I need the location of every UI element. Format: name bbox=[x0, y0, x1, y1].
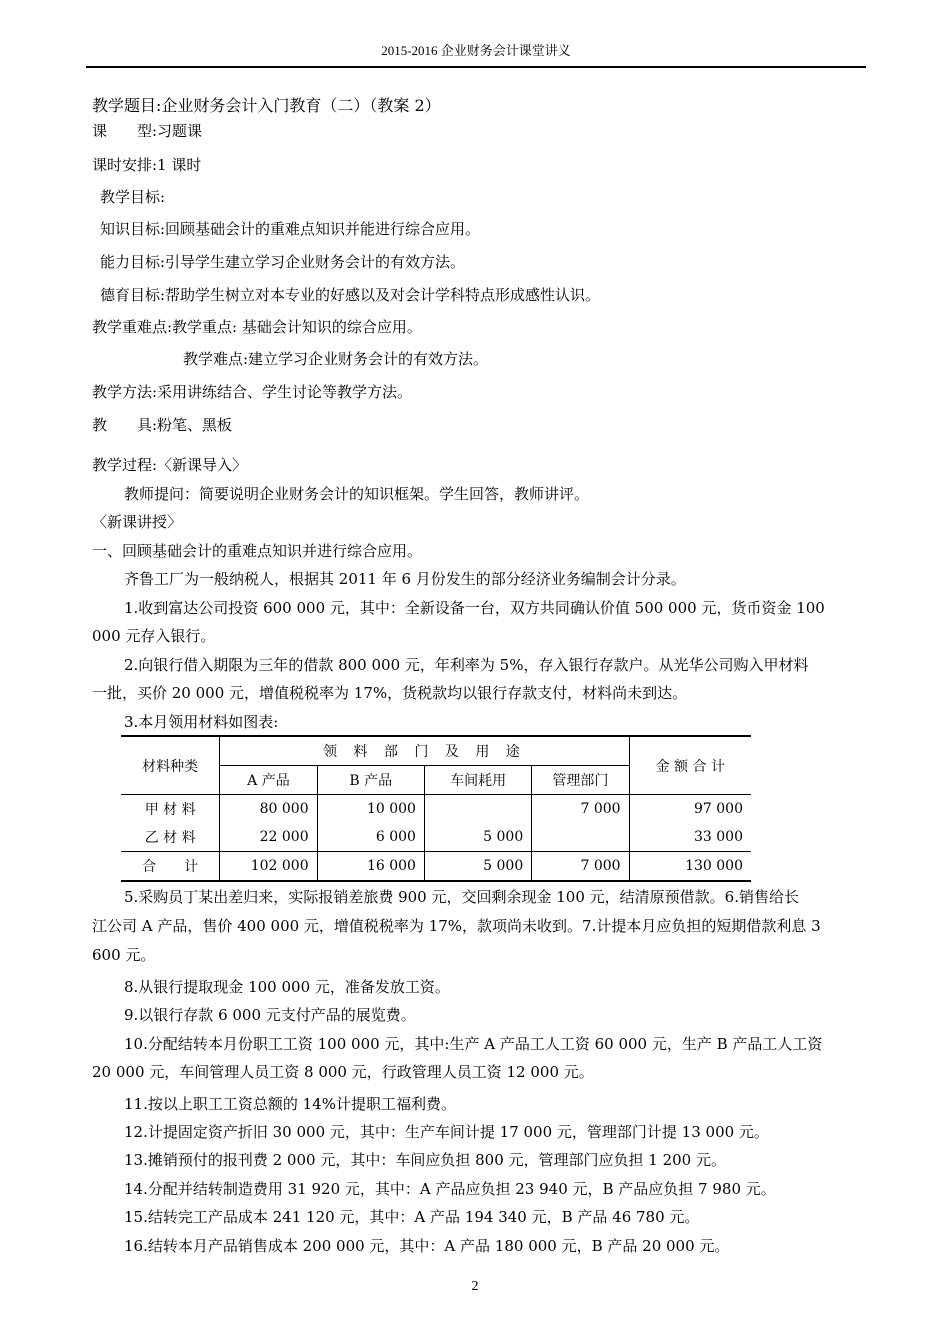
item-11: 11.按以上职工工资总额的 14%计提职工福利费。 bbox=[124, 1095, 456, 1113]
item-8: 8.从银行提取现金 100 000 元，准备发放工资。 bbox=[124, 978, 450, 996]
item-1-line-1: 1.收到富达公司投资 600 000 元，其中：全新设备一台，双方共同确认价值 500 000 元，货币资金 100 bbox=[124, 599, 825, 617]
col-management: 管理部门 bbox=[532, 766, 629, 795]
cell-b: 6 000 bbox=[317, 823, 424, 852]
col-product-a: A 产品 bbox=[220, 766, 317, 795]
row-label: 合 计 bbox=[121, 852, 220, 882]
teacher-question: 教师提问：简要说明企业财务会计的知识框架。学生回答，教师讲评。 bbox=[124, 485, 590, 503]
teaching-goals: 教学目标: bbox=[100, 188, 166, 206]
item-1-line-2: 000 元存入银行。 bbox=[92, 627, 216, 645]
cell-management: 7 000 bbox=[532, 852, 629, 882]
col-workshop: 车间耗用 bbox=[424, 766, 531, 795]
col-product-b: B 产品 bbox=[317, 766, 424, 795]
cell-a: 22 000 bbox=[220, 823, 317, 852]
goal-moral: 德育目标:帮助学生树立对本专业的好感以及对会计学科特点形成感性认识。 bbox=[100, 286, 601, 304]
item-2-line-2: 一批，买价 20 000 元，增值税税率为 17%，货税款均以银行存款支付，材料尚未到达。 bbox=[92, 684, 688, 702]
goal-ability: 能力目标:引导学生建立学习企业财务会计的有效方法。 bbox=[100, 253, 466, 271]
col-material: 材料种类 bbox=[121, 736, 220, 795]
item-16: 16.结转本月产品销售成本 200 000 元，其中：A 产品 180 000 元，B 产品 20 000 元。 bbox=[124, 1237, 730, 1255]
page-header: 2015-2016 企业财务会计课堂讲义 bbox=[86, 40, 866, 68]
lesson-title: 教学题目:企业财务会计入门教育（二）（教案 2） bbox=[92, 96, 441, 115]
item-14: 14.分配并结转制造费用 31 920 元，其中：A 产品应负担 23 940 元，B 产品应负担 7 980 元。 bbox=[124, 1180, 776, 1198]
item-5-line-1: 5.采购员丁某出差归来，实际报销差旅费 900 元，交回剩余现金 100 元，结清原预借款。6.销售给长 bbox=[124, 888, 799, 906]
cell-workshop bbox=[424, 795, 531, 824]
cell-b: 10 000 bbox=[317, 795, 424, 824]
cell-b: 16 000 bbox=[317, 852, 424, 882]
row-label: 乙 材 料 bbox=[121, 823, 220, 852]
table-row bbox=[121, 795, 751, 824]
cell-a: 102 000 bbox=[220, 852, 317, 882]
cell-workshop: 5 000 bbox=[424, 852, 531, 882]
exercise-intro: 齐鲁工厂为一般纳税人，根据其 2011 年 6 月份发生的部分经济业务编制会计分录。 bbox=[124, 570, 686, 588]
col-dept-group: 领 料 部 门 及 用 途 bbox=[220, 736, 629, 766]
item-15: 15.结转完工产品成本 241 120 元，其中：A 产品 194 340 元，B 产品 46 780 元。 bbox=[124, 1208, 700, 1226]
table-row bbox=[121, 823, 751, 852]
item-10-line-1: 10.分配结转本月份职工工资 100 000 元，其中:生产 A 产品工人工资 60 000 元，生产 B 产品工人工资 bbox=[124, 1035, 823, 1053]
item-13: 13.摊销预付的报刊费 2 000 元，其中：车间应负担 800 元，管理部门应负担 1 200 元。 bbox=[124, 1151, 726, 1169]
cell-management bbox=[532, 823, 629, 852]
item-5-line-2: 江公司 A 产品，售价 400 000 元，增值税税率为 17%，款项尚未收到。7.计提本月应负担的短期借款利息 3 bbox=[92, 917, 821, 935]
cell-total: 130 000 bbox=[629, 852, 751, 882]
page-number: 2 bbox=[471, 1279, 479, 1294]
section-heading: 一、回顾基础会计的重难点知识并进行综合应用。 bbox=[92, 542, 423, 560]
goal-knowledge: 知识目标:回顾基础会计的重难点知识并能进行综合应用。 bbox=[100, 220, 481, 238]
difficulty: 教学难点:建立学习企业财务会计的有效方法。 bbox=[183, 350, 489, 368]
cell-workshop: 5 000 bbox=[424, 823, 531, 852]
table-total-row bbox=[121, 852, 751, 882]
key-point: 教学重难点:教学重点: 基础会计知识的综合应用。 bbox=[92, 318, 422, 336]
class-hours: 课时安排:1 课时 bbox=[92, 156, 202, 174]
item-5-line-3: 600 元。 bbox=[92, 946, 156, 964]
col-total: 金 额 合 计 bbox=[629, 736, 751, 795]
cell-total: 33 000 bbox=[629, 823, 751, 852]
item-12: 12.计提固定资产折旧 30 000 元，其中：生产车间计提 17 000 元，管理部门计提 13 000 元。 bbox=[124, 1123, 769, 1141]
item-10-line-2: 20 000 元，车间管理人员工资 8 000 元，行政管理人员工资 12 000 元。 bbox=[92, 1063, 594, 1081]
cell-a: 80 000 bbox=[220, 795, 317, 824]
teaching-tools: 教 具:粉笔、黑板 bbox=[92, 416, 233, 434]
new-lesson-label: 〈新课讲授〉 bbox=[92, 513, 183, 531]
item-2-line-1: 2.向银行借入期限为三年的借款 800 000 元，年利率为 5%，存入银行存款户。从光华公司购入甲材料 bbox=[124, 656, 809, 674]
material-usage-table bbox=[121, 735, 751, 882]
row-label: 甲 材 料 bbox=[144, 802, 196, 818]
cell-total: 97 000 bbox=[629, 795, 751, 824]
teaching-process: 教学过程:〈新课导入〉 bbox=[92, 456, 248, 474]
course-type: 课 型:习题课 bbox=[92, 122, 203, 140]
teaching-method: 教学方法:采用讲练结合、学生讨论等教学方法。 bbox=[92, 383, 413, 401]
item-9: 9.以银行存款 6 000 元支付产品的展览费。 bbox=[124, 1006, 416, 1024]
cell-management: 7 000 bbox=[532, 795, 629, 824]
item-3: 3.本月领用材料如图表: bbox=[124, 713, 279, 731]
